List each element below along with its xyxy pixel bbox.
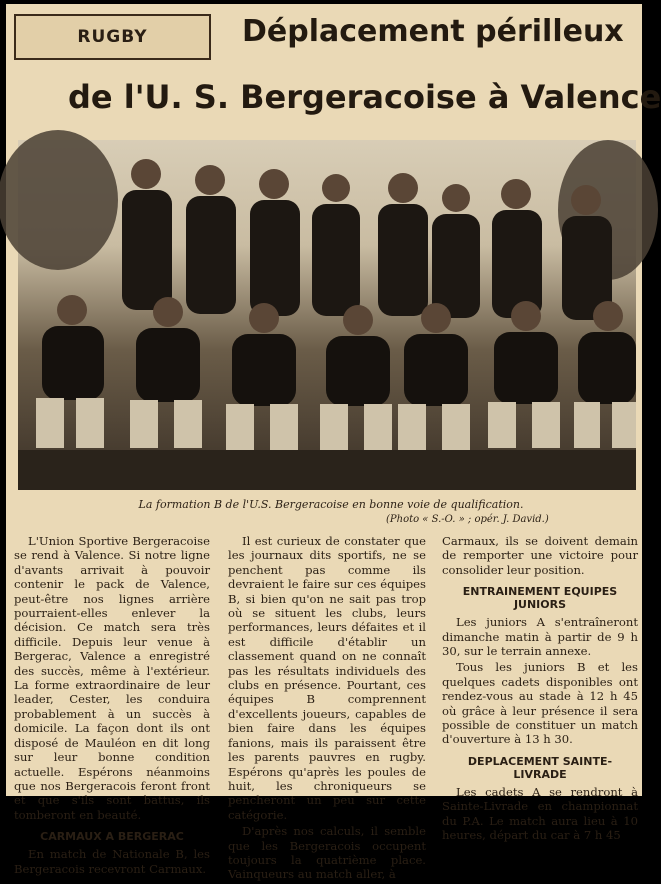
subheading: DEPLACEMENT SAINTE-LIVRADE [467,754,613,781]
paragraph: D'après nos calculs, il semble que les Bergeracois occupent toujours la quatrième place. Vainqueurs au match aller, à [228,824,426,882]
subheading: CARMAUX A BERGERAC [40,830,184,844]
article-column-3 [442,534,638,845]
photo-credit: (Photo « S.-O. » ; opér. J. David.) [386,514,549,525]
headline-line-2: de l'U. S. Bergeracoise à Valence [68,78,661,116]
article-column-1 [14,534,210,878]
paragraph: Tous les juniors B et les quelques cadets disponibles ont rendez-vous au stade à 12 h 45 où grâce à leur présence il sera possible de constituer un match d'ouverture à 13 h 30. [442,660,638,747]
paragraph: En match de Nationale B, les Bergeracois recevront Carmaux. [14,847,210,876]
paragraph: Les cadets A se rendront à Sainte-Livrade en championnat du P.A. Le match aura lieu à 10 heures, départ du car à 7 h 45 [442,784,638,843]
front-row-players [36,295,636,450]
paragraph: L'Union Sportive Bergeracoise se rend à Valence. Si notre ligne d'avants arrivait à pouvoir contenir le pack de Valence, peut-être nos lignes arrière pourraient-elles enlever la décision. Ce match sera très difficile. Depuis leur venue à Bergerac, Valence a enregistré des succès, même à l'extérieur. La forme extraordinaire de leur leader, Cester, les conduira probablement à un succès à domicile. La façon dont ils ont disposé de Mauléon en dit long sur leur bonne condition actuelle. Espérons néanmoins que nos Bergeracois feront front et que s'ils sont battus, ils tomberont en beauté. [14,534,210,822]
article-column-2 [228,534,426,884]
paragraph: Les juniors A s'entraîneront dimanche matin à partir de 9 h 30, sur le terrain annexe. [442,615,638,659]
paragraph: Il est curieux de constater que les journaux dits sportifs, ne se penchent pas comme ils devraient le faire sur ces équipes B, si bien qu'on ne sait pas trop où se situent les clubs, leurs performances, leurs défaites et il est difficile d'établir un classement quand on ne connaît pas les résultats individuels des clubs en présence. Pourtant, ces équipes B comprennent d'excellents joueurs, capables de bien faire dans les équipes fanions, mais ils paraissent être les parents pauvres en rugby. Espérons qu'après les poules de huit, les chroniqueurs se pencheront un peu sur cette catégorie. [228,534,426,822]
newspaper-clipping [6,4,661,882]
paragraph: Carmaux, ils se doivent demain de remporter une victoire pour consolider leur position. [442,534,638,577]
team-photo [18,140,636,490]
headline-line-1: Déplacement périlleux [242,14,624,49]
subheading: ENTRAINEMENT EQUIPES JUNIORS [462,585,618,612]
section-rubric: RUGBY [14,14,211,60]
back-row-players [122,159,612,320]
photo-caption: La formation B de l'U.S. Bergeracoise en bonne voie de qualification. [138,498,524,511]
